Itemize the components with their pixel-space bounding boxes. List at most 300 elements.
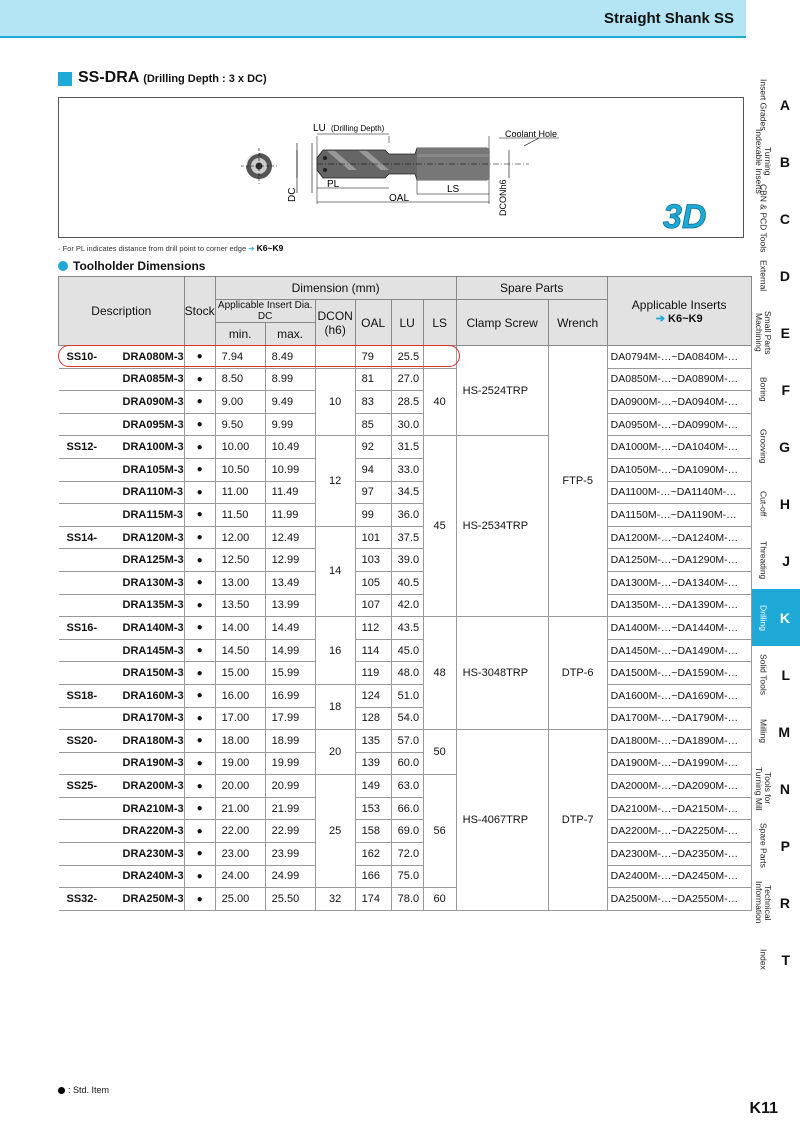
sidebar-tab-p[interactable] <box>752 817 800 874</box>
series-cell <box>59 594 119 617</box>
lu-cell: 31.5 <box>391 436 423 459</box>
wrench-cell: DTP-7 <box>548 730 607 911</box>
sidebar-tab-letter: B <box>779 153 790 170</box>
table-row <box>59 368 752 391</box>
max-cell: 8.99 <box>265 368 315 391</box>
insert-cell: DA1200M-…~DA1240M-… <box>607 526 751 549</box>
sidebar-tab-label-wrap <box>755 184 771 253</box>
designation-cell: DRA160M-3 <box>119 684 185 707</box>
max-cell: 13.99 <box>265 594 315 617</box>
min-cell: 11.50 <box>215 504 265 527</box>
table-row <box>59 684 752 707</box>
sidebar-tab-letter: K <box>779 609 790 626</box>
insert-cell: DA2000M-…~DA2090M-… <box>607 775 751 798</box>
insert-cell: DA1600M-…~DA1690M-… <box>607 684 751 707</box>
sidebar-tab-b[interactable] <box>752 129 800 194</box>
min-cell: 14.50 <box>215 639 265 662</box>
lu-cell: 40.5 <box>391 571 423 594</box>
series-cell <box>59 413 119 436</box>
sidebar-tab-label: CBN & PCD Tools <box>758 184 769 253</box>
table-row <box>59 594 752 617</box>
sidebar-tab-label-wrap <box>755 874 771 931</box>
stock-cell: ● <box>184 639 215 662</box>
section-title-main: SS-DRA <box>78 69 139 86</box>
sidebar-tab-label: External <box>758 259 769 292</box>
min-cell: 7.94 <box>215 346 265 369</box>
col-dcon <box>315 300 355 346</box>
pl-note-ref: K6~K9 <box>256 243 284 253</box>
insert-cell: DA1150M-…~DA1190M-… <box>607 504 751 527</box>
dcon-sub-header: (h6) <box>324 322 346 337</box>
dcon-cell: 10 <box>315 368 355 436</box>
min-cell: 11.00 <box>215 481 265 504</box>
lu-cell: 57.0 <box>391 730 423 753</box>
sidebar-tab-label-wrap <box>755 646 771 703</box>
sidebar-tab-a[interactable] <box>752 76 800 133</box>
stock-cell: ● <box>184 346 215 369</box>
oal-cell: 99 <box>355 504 391 527</box>
stock-cell: ● <box>184 549 215 572</box>
dcon-label-header: DCON <box>317 308 353 323</box>
dcon-label: DCONh6 <box>498 179 508 216</box>
min-cell: 20.00 <box>215 775 265 798</box>
max-cell: 19.99 <box>265 752 315 775</box>
lu-cell: 28.5 <box>391 391 423 414</box>
sidebar-tab-letter: E <box>780 324 790 341</box>
col-lu: LU <box>391 300 423 346</box>
min-cell: 8.50 <box>215 368 265 391</box>
designation-cell: DRA095M-3 <box>119 413 185 436</box>
tool-diagram <box>58 97 744 238</box>
series-cell <box>59 865 119 888</box>
col-description: Description <box>59 277 185 346</box>
designation-cell: DRA230M-3 <box>119 843 185 866</box>
max-cell: 25.50 <box>265 888 315 911</box>
series-cell <box>59 481 119 504</box>
wrench-cell: DTP-6 <box>548 617 607 730</box>
3d-badge: 3D <box>663 198 707 236</box>
insert-cell: DA1900M-…~DA1990M-… <box>607 752 751 775</box>
sidebar-tab-letter: M <box>778 723 790 740</box>
min-cell: 10.00 <box>215 436 265 459</box>
sidebar-tab-label: Index <box>758 949 769 970</box>
stock-cell: ● <box>184 594 215 617</box>
oal-cell: 162 <box>355 843 391 866</box>
min-cell: 14.00 <box>215 617 265 640</box>
lu-cell: 33.0 <box>391 458 423 481</box>
stock-cell: ● <box>184 820 215 843</box>
lu-cell: 42.0 <box>391 594 423 617</box>
oal-cell: 119 <box>355 662 391 685</box>
sidebar-tab-k[interactable] <box>752 589 800 646</box>
sidebar-tabs <box>752 76 800 988</box>
oal-cell: 124 <box>355 684 391 707</box>
col-applicable-inserts <box>607 277 751 346</box>
min-cell: 12.50 <box>215 549 265 572</box>
insert-cell: DA1250M-…~DA1290M-… <box>607 549 751 572</box>
series-cell: SS20- <box>59 730 119 753</box>
oal-cell: 103 <box>355 549 391 572</box>
series-cell: SS10- <box>59 346 119 369</box>
sidebar-tab-letter: A <box>779 96 790 113</box>
designation-cell: DRA090M-3 <box>119 391 185 414</box>
sidebar-tab-l[interactable] <box>752 646 800 703</box>
max-cell: 10.49 <box>265 436 315 459</box>
table-row <box>59 504 752 527</box>
sidebar-tab-h[interactable] <box>752 475 800 532</box>
lu-cell: 36.0 <box>391 504 423 527</box>
clamp-screw-cell: HS-4067TRP <box>456 730 548 911</box>
stock-cell: ● <box>184 888 215 911</box>
section-marker <box>58 72 72 86</box>
sidebar-tab-label: Boring <box>758 377 769 402</box>
applicable-inserts-ref: K6~K9 <box>668 312 703 325</box>
coolant-hole-label: Coolant Hole <box>505 129 558 139</box>
stock-cell: ● <box>184 504 215 527</box>
min-cell: 23.00 <box>215 843 265 866</box>
sidebar-tab-label: Turning Indexable Inserts <box>754 129 773 194</box>
series-cell <box>59 368 119 391</box>
stock-cell: ● <box>184 684 215 707</box>
min-cell: 18.00 <box>215 730 265 753</box>
insert-cell: DA1050M-…~DA1090M-… <box>607 458 751 481</box>
max-cell: 9.99 <box>265 413 315 436</box>
insert-cell: DA0794M-…~DA0840M-… <box>607 346 751 369</box>
stock-cell: ● <box>184 368 215 391</box>
sidebar-tab-f[interactable] <box>752 361 800 418</box>
table-row <box>59 797 752 820</box>
sidebar-tab-letter: J <box>782 552 790 569</box>
dimensions-table <box>58 276 752 911</box>
sidebar-tab-c[interactable] <box>752 184 800 253</box>
sidebar-tab-label: Tools for Turning Mill <box>754 766 773 811</box>
series-cell <box>59 843 119 866</box>
sidebar-tab-label-wrap <box>755 304 771 361</box>
sidebar-tab-label-wrap <box>755 589 771 646</box>
designation-cell: DRA105M-3 <box>119 458 185 481</box>
sidebar-tab-n[interactable] <box>752 760 800 817</box>
sidebar-tab-label: Insert Grades <box>758 78 769 131</box>
stock-cell: ● <box>184 391 215 414</box>
stock-cell: ● <box>184 865 215 888</box>
series-cell <box>59 504 119 527</box>
designation-cell: DRA210M-3 <box>119 797 185 820</box>
series-cell: SS32- <box>59 888 119 911</box>
designation-cell: DRA130M-3 <box>119 571 185 594</box>
clamp-screw-cell: HS-2524TRP <box>456 346 548 436</box>
oal-cell: 81 <box>355 368 391 391</box>
stock-cell: ● <box>184 775 215 798</box>
stock-cell: ● <box>184 752 215 775</box>
insert-cell: DA1800M-…~DA1890M-… <box>607 730 751 753</box>
series-cell <box>59 571 119 594</box>
series-cell: SS25- <box>59 775 119 798</box>
oal-cell: 166 <box>355 865 391 888</box>
lu-cell: 48.0 <box>391 662 423 685</box>
max-cell: 13.49 <box>265 571 315 594</box>
sidebar-tab-label-wrap <box>755 931 771 988</box>
ref-arrow-icon: ➔ <box>655 312 665 325</box>
col-clamp-screw: Clamp Screw <box>456 300 548 346</box>
sidebar-tab-letter: H <box>779 495 790 512</box>
lu-cell: 72.0 <box>391 843 423 866</box>
max-cell: 12.99 <box>265 549 315 572</box>
series-cell <box>59 797 119 820</box>
col-wrench: Wrench <box>548 300 607 346</box>
min-cell: 24.00 <box>215 865 265 888</box>
table-row <box>59 458 752 481</box>
max-cell: 10.99 <box>265 458 315 481</box>
series-cell <box>59 662 119 685</box>
designation-cell: DRA240M-3 <box>119 865 185 888</box>
designation-cell: DRA250M-3 <box>119 888 185 911</box>
ls-cell: 56 <box>423 775 456 888</box>
table-row <box>59 639 752 662</box>
sidebar-tab-letter: F <box>781 381 790 398</box>
designation-cell: DRA110M-3 <box>119 481 185 504</box>
sidebar-tab-label-wrap <box>755 817 771 874</box>
series-cell <box>59 549 119 572</box>
ls-label: LS <box>447 184 460 195</box>
oal-cell: 94 <box>355 458 391 481</box>
dcon-cell <box>315 346 355 369</box>
sidebar-tab-e[interactable] <box>752 304 800 361</box>
toolholder-dimensions-title <box>58 259 205 273</box>
stock-cell: ● <box>184 797 215 820</box>
sidebar-tab-r[interactable] <box>752 874 800 931</box>
oal-cell: 83 <box>355 391 391 414</box>
lu-cell: 75.0 <box>391 865 423 888</box>
insert-cell: DA2400M-…~DA2450M-… <box>607 865 751 888</box>
series-cell <box>59 639 119 662</box>
sidebar-tab-d[interactable] <box>752 247 800 304</box>
insert-cell: DA1450M-…~DA1490M-… <box>607 639 751 662</box>
page-number: K11 <box>749 1100 778 1117</box>
sidebar-tab-label: Spare Parts <box>758 823 769 868</box>
clamp-screw-cell: HS-3048TRP <box>456 617 548 730</box>
min-cell: 9.00 <box>215 391 265 414</box>
pl-note-text: · For PL indicates distance from drill point to corner edge <box>58 244 247 253</box>
sidebar-tab-label-wrap <box>754 129 773 194</box>
pl-label: PL <box>327 179 340 190</box>
series-cell: SS14- <box>59 526 119 549</box>
stock-cell: ● <box>184 526 215 549</box>
designation-cell: DRA100M-3 <box>119 436 185 459</box>
sidebar-tab-letter: R <box>779 894 790 911</box>
lu-cell: 78.0 <box>391 888 423 911</box>
designation-cell: DRA115M-3 <box>119 504 185 527</box>
table-row <box>59 481 752 504</box>
lu-label: LU <box>313 123 326 134</box>
oal-cell: 158 <box>355 820 391 843</box>
stock-cell: ● <box>184 413 215 436</box>
sidebar-tab-label: Grooving <box>758 429 769 464</box>
max-cell: 15.99 <box>265 662 315 685</box>
sidebar-tab-label: Technical Information <box>754 881 773 924</box>
max-cell: 11.49 <box>265 481 315 504</box>
table-row <box>59 391 752 414</box>
sidebar-tab-label-wrap <box>755 532 771 589</box>
lu-sub-label: (Drilling Depth) <box>331 124 385 133</box>
designation-cell: DRA200M-3 <box>119 775 185 798</box>
sidebar-tab-letter: T <box>781 951 790 968</box>
col-dimension: Dimension (mm) <box>215 277 456 300</box>
lu-cell: 27.0 <box>391 368 423 391</box>
sidebar-tab-label-wrap <box>755 760 771 817</box>
legend-text: : Std. Item <box>68 1085 110 1095</box>
table-row <box>59 436 752 459</box>
series-cell: SS18- <box>59 684 119 707</box>
max-cell: 24.99 <box>265 865 315 888</box>
designation-cell: DRA085M-3 <box>119 368 185 391</box>
stock-cell: ● <box>184 843 215 866</box>
oal-cell: 114 <box>355 639 391 662</box>
oal-cell: 153 <box>355 797 391 820</box>
sidebar-tab-label-wrap <box>755 76 771 133</box>
sidebar-tab-g[interactable] <box>752 418 800 475</box>
dcon-cell: 14 <box>315 526 355 616</box>
table-row <box>59 752 752 775</box>
max-cell: 22.99 <box>265 820 315 843</box>
ls-cell: 50 <box>423 730 456 775</box>
lu-cell: 54.0 <box>391 707 423 730</box>
insert-cell: DA2200M-…~DA2250M-… <box>607 820 751 843</box>
sidebar-tab-m[interactable] <box>752 703 800 760</box>
max-cell: 17.99 <box>265 707 315 730</box>
lu-cell: 60.0 <box>391 752 423 775</box>
std-item-icon <box>58 1087 65 1094</box>
min-cell: 13.50 <box>215 594 265 617</box>
max-cell: 21.99 <box>265 797 315 820</box>
insert-cell: DA2300M-…~DA2350M-… <box>607 843 751 866</box>
series-cell <box>59 707 119 730</box>
max-cell: 16.99 <box>265 684 315 707</box>
min-cell: 16.00 <box>215 684 265 707</box>
sidebar-tab-label-wrap <box>755 703 771 760</box>
lu-cell: 37.5 <box>391 526 423 549</box>
max-cell: 14.49 <box>265 617 315 640</box>
insert-cell: DA1500M-…~DA1590M-… <box>607 662 751 685</box>
page-header-title: Straight Shank SS <box>603 10 734 27</box>
designation-cell: DRA220M-3 <box>119 820 185 843</box>
sidebar-tab-label: Threading <box>758 541 769 580</box>
ls-cell: 45 <box>423 436 456 617</box>
series-cell <box>59 391 119 414</box>
oal-cell: 112 <box>355 617 391 640</box>
oal-cell: 135 <box>355 730 391 753</box>
toolholder-dimensions-label: Toolholder Dimensions <box>73 259 206 273</box>
sidebar-tab-letter: P <box>780 837 790 854</box>
insert-cell: DA0850M-…~DA0890M-… <box>607 368 751 391</box>
sidebar-tab-label-wrap <box>755 247 771 304</box>
min-cell: 17.00 <box>215 707 265 730</box>
insert-cell: DA1100M-…~DA1140M-… <box>607 481 751 504</box>
series-cell <box>59 820 119 843</box>
designation-cell: DRA150M-3 <box>119 662 185 685</box>
dcon-cell: 32 <box>315 888 355 911</box>
oal-cell: 174 <box>355 888 391 911</box>
wrench-cell: FTP-5 <box>548 346 607 617</box>
sidebar-tab-t[interactable] <box>752 931 800 988</box>
lu-cell: 30.0 <box>391 413 423 436</box>
col-oal: OAL <box>355 300 391 346</box>
table-row <box>59 730 752 753</box>
min-cell: 25.00 <box>215 888 265 911</box>
pl-note <box>58 243 283 253</box>
table-row <box>59 413 752 436</box>
ls-cell: 48 <box>423 617 456 730</box>
min-cell: 19.00 <box>215 752 265 775</box>
drill-side-view <box>297 134 559 204</box>
min-cell: 15.00 <box>215 662 265 685</box>
lu-cell: 51.0 <box>391 684 423 707</box>
oal-cell: 149 <box>355 775 391 798</box>
table-row <box>59 571 752 594</box>
max-cell: 8.49 <box>265 346 315 369</box>
oal-label: OAL <box>389 193 410 204</box>
sidebar-tab-j[interactable] <box>752 532 800 589</box>
stock-cell: ● <box>184 730 215 753</box>
section-title <box>78 69 267 87</box>
page-header <box>0 0 746 38</box>
oal-cell: 79 <box>355 346 391 369</box>
table-row <box>59 888 752 911</box>
dcon-cell: 20 <box>315 730 355 775</box>
dc-label: DC <box>287 187 298 202</box>
table-row <box>59 820 752 843</box>
insert-cell: DA1400M-…~DA1440M-… <box>607 617 751 640</box>
sidebar-tab-label: Small Parts Machining <box>754 310 773 355</box>
min-cell: 21.00 <box>215 797 265 820</box>
oal-cell: 85 <box>355 413 391 436</box>
stock-cell: ● <box>184 436 215 459</box>
lu-cell: 45.0 <box>391 639 423 662</box>
table-row <box>59 346 752 369</box>
table-row <box>59 707 752 730</box>
table-row <box>59 617 752 640</box>
col-insert-dia: Applicable Insert Dia. DC <box>215 300 315 323</box>
stock-cell: ● <box>184 481 215 504</box>
designation-cell: DRA190M-3 <box>119 752 185 775</box>
lu-cell: 69.0 <box>391 820 423 843</box>
sidebar-tab-label: Milling <box>758 719 769 744</box>
table-row <box>59 775 752 798</box>
lu-cell: 63.0 <box>391 775 423 798</box>
stock-cell: ● <box>184 617 215 640</box>
max-cell: 11.99 <box>265 504 315 527</box>
designation-cell: DRA140M-3 <box>119 617 185 640</box>
sidebar-tab-label: Solid Tools <box>758 654 769 695</box>
designation-cell: DRA135M-3 <box>119 594 185 617</box>
col-spare-parts: Spare Parts <box>456 277 607 300</box>
sidebar-tab-label-wrap <box>755 361 771 418</box>
ls-cell <box>423 346 456 369</box>
sidebar-tab-label-wrap <box>755 475 771 532</box>
sidebar-tab-letter: L <box>781 666 790 683</box>
oal-cell: 139 <box>355 752 391 775</box>
oal-cell: 101 <box>355 526 391 549</box>
max-cell: 23.99 <box>265 843 315 866</box>
designation-cell: DRA125M-3 <box>119 549 185 572</box>
ref-arrow-icon: ➔ <box>248 244 255 253</box>
designation-cell: DRA180M-3 <box>119 730 185 753</box>
col-ls: LS <box>423 300 456 346</box>
lu-cell: 34.5 <box>391 481 423 504</box>
insert-cell: DA0950M-…~DA0990M-… <box>607 413 751 436</box>
oal-cell: 97 <box>355 481 391 504</box>
max-cell: 9.49 <box>265 391 315 414</box>
sidebar-tab-letter: C <box>779 210 790 227</box>
